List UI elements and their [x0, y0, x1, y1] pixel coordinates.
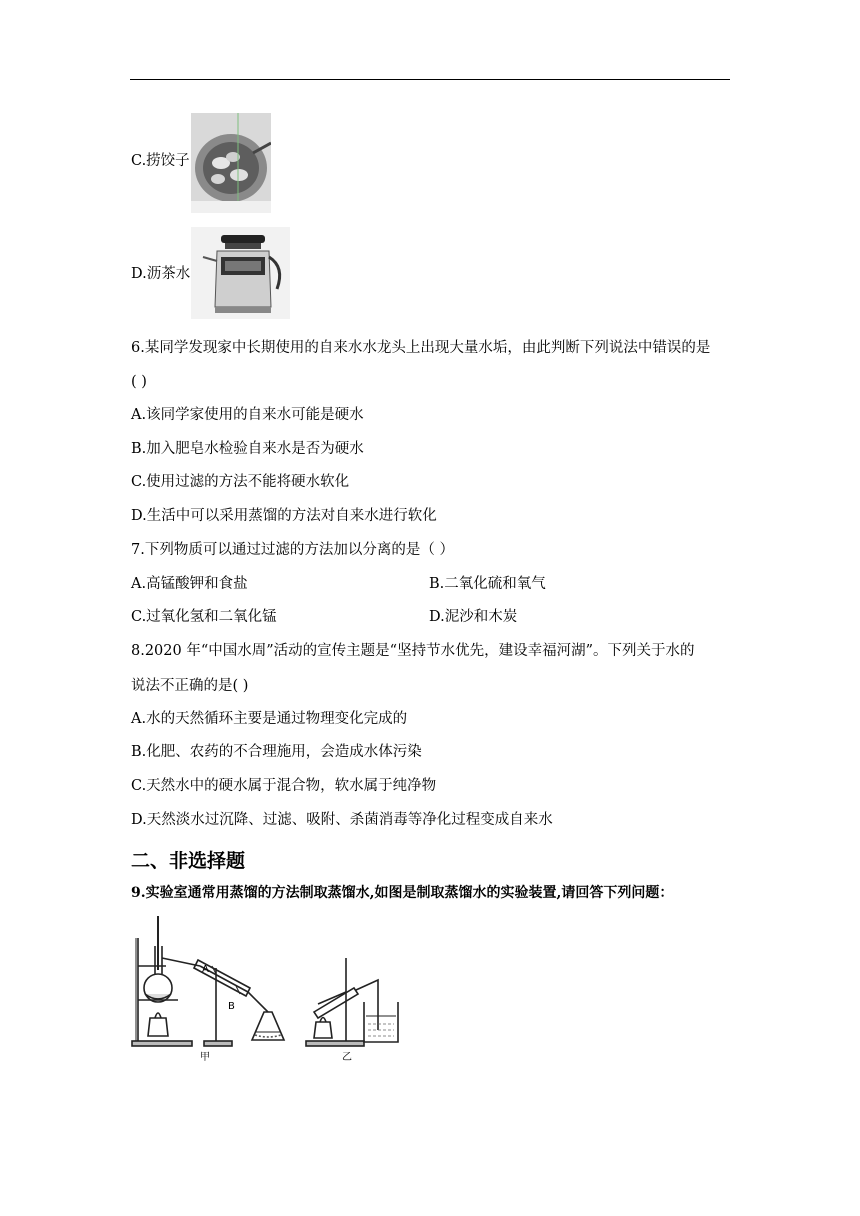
- q8-stem-line2: 说法不正确的是( ): [131, 678, 249, 694]
- q8-option-a: A.水的天然循环主要是通过物理变化完成的: [131, 711, 408, 727]
- q6-option-c: C.使用过滤的方法不能将硬水软化: [131, 474, 350, 490]
- q7-option-a: A.高锰酸钾和食盐: [131, 576, 248, 592]
- q8-option-b: B.化肥、农药的不合理施用，会造成水体污染: [131, 744, 422, 760]
- label-yi: 乙: [342, 1052, 352, 1063]
- q8-option-c: C.天然水中的硬水属于混合物，软水属于纯净物: [131, 778, 437, 794]
- q9-stem: 9.实验室通常用蒸馏的方法制取蒸馏水,如图是制取蒸馏水的实验装置,请回答下列问题：: [131, 885, 674, 901]
- section-heading: 二、非选择题: [131, 850, 246, 872]
- q6-option-b: B.加入肥皂水检验自来水是否为硬水: [131, 441, 364, 457]
- dumpling-scoop-photo: [191, 113, 271, 213]
- q8-option-d: D.天然淡水过沉降、过滤、吸附、杀菌消毒等净化过程变成自来水: [131, 812, 553, 828]
- q6-stem: 6.某同学发现家中长期使用的自来水水龙头上出现大量水垢，由此判断下列说法中错误的是: [131, 340, 711, 356]
- q7-option-b: B.二氧化硫和氧气: [429, 576, 546, 592]
- tea-pot-photo: [191, 227, 290, 319]
- q8-stem-line1: 8.2020 年“中国水周”活动的宣传主题是“坚持节水优先，建设幸福河湖”。下列关于水的: [131, 643, 695, 659]
- q7-option-d: D.泥沙和木炭: [429, 609, 518, 625]
- label-b: B: [228, 1001, 235, 1012]
- q5-option-c: C.捞饺子: [131, 153, 190, 169]
- q7-option-c: C.过氧化氢和二氧化锰: [131, 609, 277, 625]
- q6-paren: ( ): [131, 374, 147, 390]
- label-a: A: [202, 964, 209, 975]
- q6-option-a: A.该同学家使用的自来水可能是硬水: [131, 407, 364, 423]
- q5-option-d: D.沥茶水: [131, 266, 191, 282]
- q7-stem: 7.下列物质可以通过过滤的方法加以分离的是（ ）: [131, 542, 454, 558]
- label-jia: 甲: [200, 1052, 210, 1063]
- distillation-apparatus-figure: [128, 908, 408, 1063]
- q6-option-d: D.生活中可以采用蒸馏的方法对自来水进行软化: [131, 508, 437, 524]
- header-rule: [130, 79, 730, 80]
